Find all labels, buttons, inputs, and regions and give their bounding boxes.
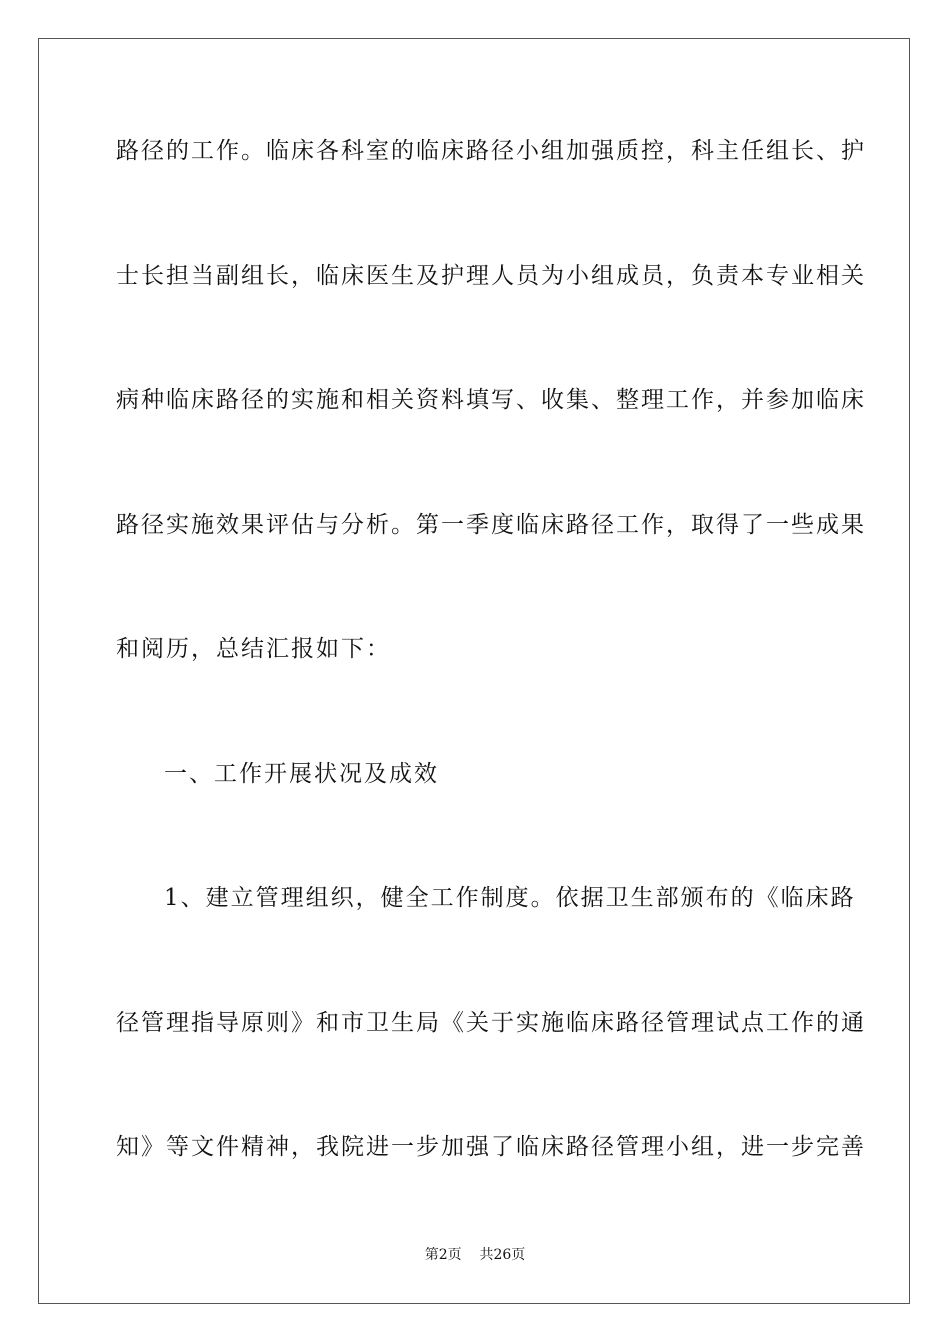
body-text-line: 1、建立管理组织，健全工作制度。依据卫生部颁布的《临床路 bbox=[164, 885, 856, 911]
body-text-line: 径管理指导原则》和市卫生局《关于实施临床路径管理试点工作的通 bbox=[116, 1010, 866, 1036]
body-text-line: 和阅历，总结汇报如下： bbox=[116, 636, 391, 662]
page-number: 第2页 bbox=[424, 1247, 462, 1263]
page-footer bbox=[0, 1246, 950, 1264]
body-text-line: 路径实施效果评估与分析。第一季度临床路径工作，取得了一些成果 bbox=[116, 512, 866, 538]
body-text-line: 士长担当副组长，临床医生及护理人员为小组成员，负责本专业相关 bbox=[116, 263, 866, 289]
page-border bbox=[38, 38, 910, 1304]
page-total: 共26页 bbox=[479, 1247, 526, 1263]
section-heading: 一、工作开展状况及成效 bbox=[164, 761, 439, 787]
body-text-line: 知》等文件精神，我院进一步加强了临床路径管理小组，进一步完善 bbox=[116, 1134, 866, 1160]
body-text-line: 病种临床路径的实施和相关资料填写、收集、整理工作，并参加临床 bbox=[116, 387, 866, 413]
body-text-line: 路径的工作。临床各科室的临床路径小组加强质控，科主任组长、护 bbox=[116, 138, 866, 164]
